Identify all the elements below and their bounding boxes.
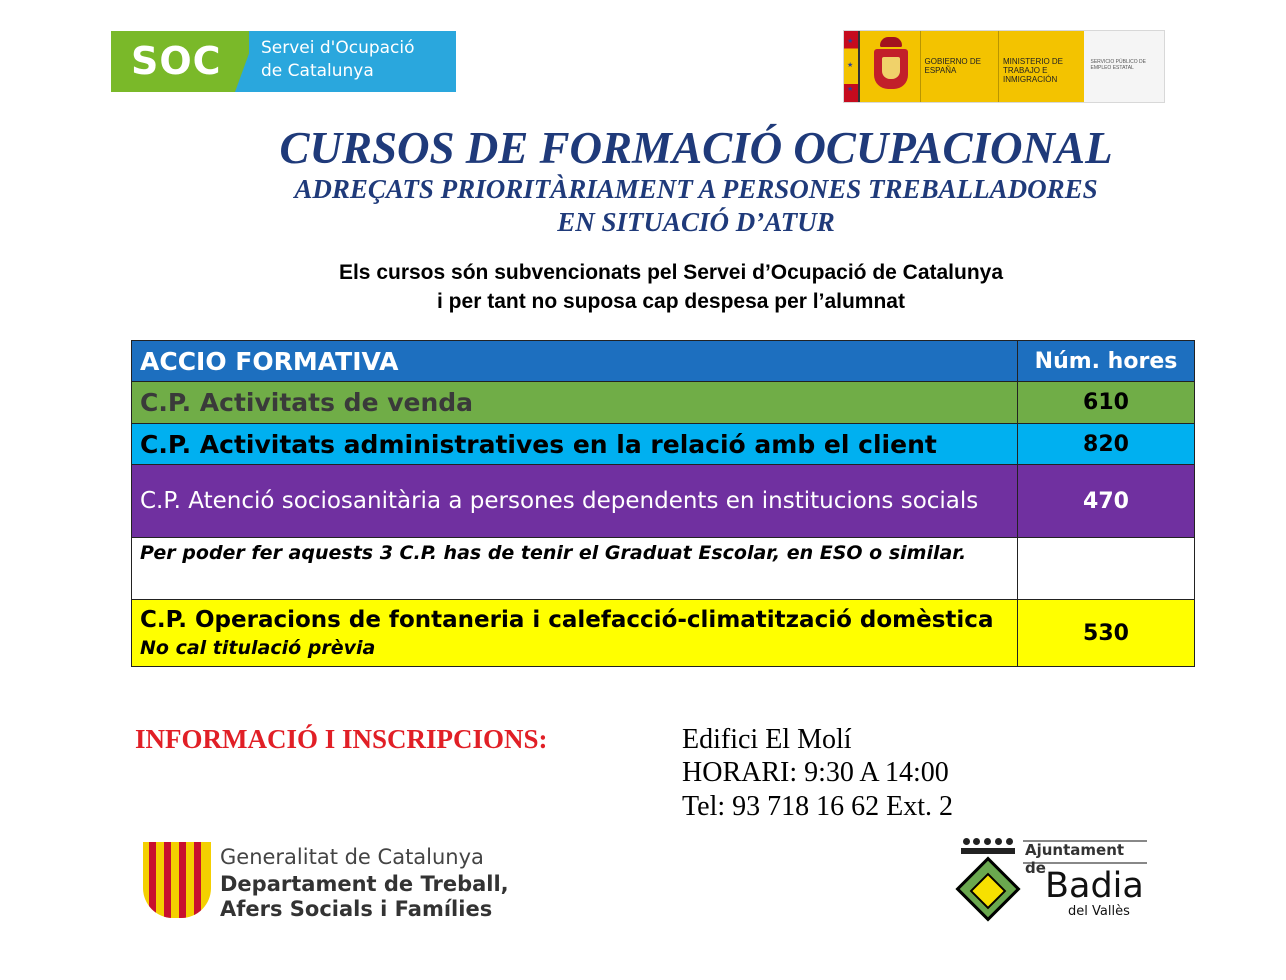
subsidy-note-2: i per tant no suposa cap despesa per l’alumnat: [437, 290, 905, 313]
courses-table: [131, 340, 1195, 667]
page-subtitle-2: EN SITUACIÓ D’ATUR: [557, 207, 835, 237]
soc-line-1: Servei d'Ocupació: [261, 38, 415, 58]
info-label: INFORMACIÓ I INSCRIPCIONS:: [135, 724, 548, 754]
course-name: C.P. Operacions de fontaneria i calefacció-climatització domèstica: [140, 607, 994, 633]
course-name: C.P. Activitats de venda: [132, 382, 1018, 424]
table-row: [132, 600, 1195, 667]
generalitat-line-2: Departament de Treball,: [220, 872, 509, 896]
course-cell: [132, 600, 1018, 667]
course-name: C.P. Activitats administratives en la relació amb el client: [132, 424, 1018, 465]
info-place: Edifici El Molí: [682, 724, 852, 755]
badia-sub: del Vallès: [1068, 904, 1130, 919]
page-title: CURSOS DE FORMACIÓ OCUPACIONAL: [279, 123, 1113, 173]
soc-line-2: de Catalunya: [261, 61, 374, 81]
soc-logo: [111, 31, 456, 92]
soc-logo-text: [249, 31, 456, 92]
table-row: [132, 465, 1195, 538]
table-row: [132, 382, 1195, 424]
requirement-text: Per poder fer aquests 3 C.P. has de tenir el Graduat Escolar, en ESO o similar.: [132, 538, 1018, 600]
gobierno-text: GOBIERNO DE ESPAÑA: [920, 31, 999, 102]
course-note: No cal titulació prèvia: [140, 637, 376, 659]
subsidy-note-1: Els cursos són subvencionats pel Servei d’Ocupació de Catalunya: [338, 261, 1004, 284]
header-hours: Núm. hores: [1018, 341, 1195, 382]
coat-of-arms-icon: [860, 31, 920, 102]
soc-logo-mark: [111, 31, 249, 92]
info-phone: Tel: 93 718 16 62 Ext. 2: [682, 791, 954, 822]
page-subtitle-1: ADREÇATS PRIORITÀRIAMENT A PERSONES TREBALLADORES: [294, 174, 1098, 204]
generalitat-logo: [140, 840, 520, 920]
generalitat-line-3: Afers Socials i Famílies: [220, 897, 493, 921]
info-schedule: HORARI: 9:30 A 14:00: [682, 757, 949, 788]
requirement-row: [132, 538, 1195, 600]
gobierno-logo: [843, 30, 1165, 103]
badia-logo: [955, 836, 1150, 922]
ministerio-text: MINISTERIO DE TRABAJO E INMIGRACIÓN: [998, 31, 1084, 102]
badia-name: Badia: [1045, 866, 1144, 906]
header-course: ACCIO FORMATIVA: [132, 341, 1018, 382]
course-hours: 820: [1018, 424, 1195, 465]
course-hours: 530: [1018, 600, 1195, 667]
table-header-row: [132, 341, 1195, 382]
badia-top-text: Ajuntament de: [1025, 841, 1125, 877]
sepe-text: SERVICIO PÚBLICO DE EMPLEO ESTATAL: [1084, 31, 1164, 102]
course-hours: 610: [1018, 382, 1195, 424]
catalan-shield-icon: [143, 842, 211, 918]
table-row: [132, 424, 1195, 465]
crown-icon: [961, 836, 1015, 856]
requirement-hours-empty: [1018, 538, 1195, 600]
soc-abbr: SOC: [131, 39, 222, 83]
eu-flag-strip: ★ ★ ★: [844, 31, 860, 102]
course-hours: 470: [1018, 465, 1195, 538]
generalitat-line-1: Generalitat de Catalunya: [220, 845, 484, 869]
course-name: C.P. Atenció sociosanitària a persones dependents en institucions socials: [132, 465, 1018, 538]
